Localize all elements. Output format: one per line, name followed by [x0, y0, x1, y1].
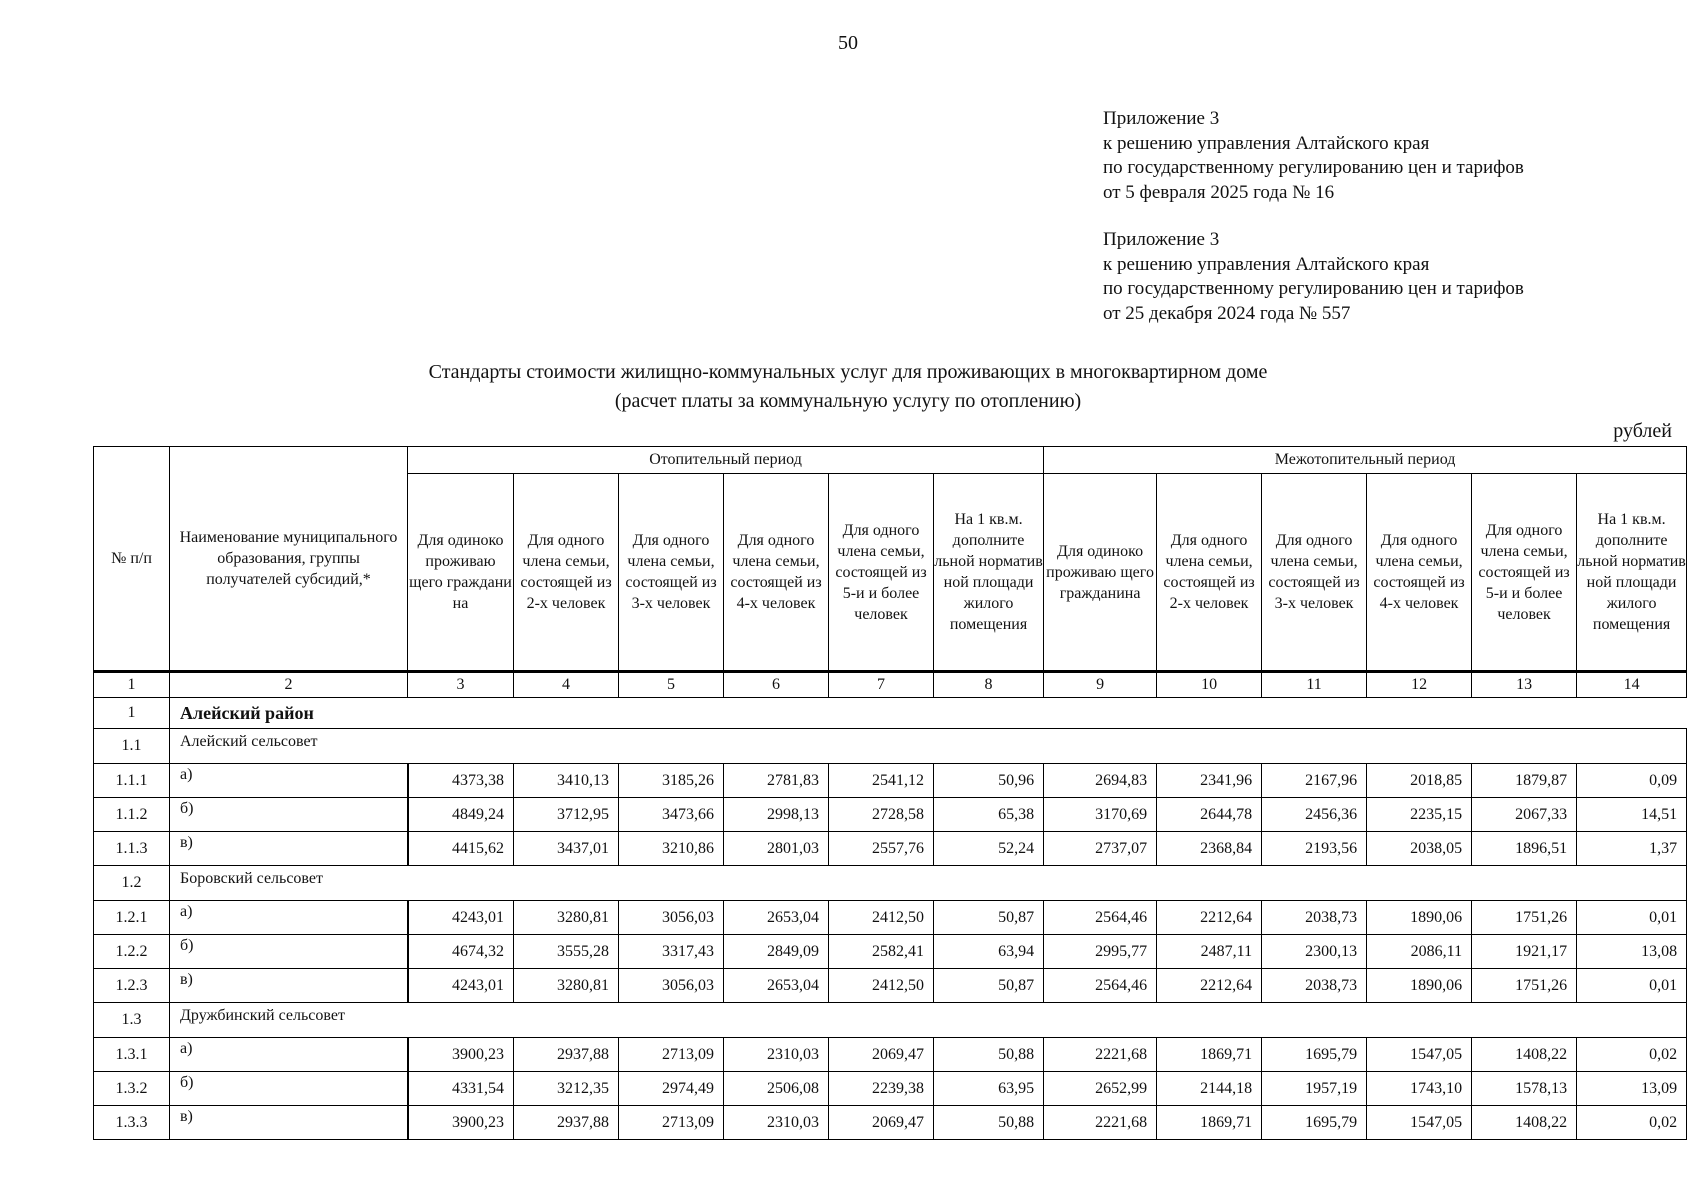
row-value: 1695,79 — [1262, 1106, 1367, 1140]
row-value: 2239,38 — [829, 1072, 934, 1106]
table-row — [94, 901, 1687, 935]
row-value: 1751,26 — [1472, 969, 1577, 1003]
appendix-line: Приложение 3 — [1103, 108, 1220, 129]
row-value: 2713,09 — [619, 1038, 724, 1072]
row-value: 2737,07 — [1044, 832, 1157, 866]
table-row — [94, 832, 1687, 866]
row-value: 50,87 — [934, 901, 1044, 935]
row-value: 3280,81 — [514, 901, 619, 935]
row-value: 3056,03 — [619, 901, 724, 935]
row-value: 1,37 — [1577, 832, 1687, 866]
row-value: 1751,26 — [1472, 901, 1577, 935]
row-num: 1.1.1 — [94, 764, 170, 798]
row-value: 4674,32 — [408, 935, 514, 969]
settlement-num: 1.1 — [94, 729, 170, 764]
header-non-heating-col: Для одиноко проживаю щего гражданина — [1044, 474, 1157, 672]
title-line-2: (расчет платы за коммунальную услугу по отоплению) — [614, 390, 1082, 412]
row-value: 2937,88 — [514, 1106, 619, 1140]
column-number: 9 — [1044, 672, 1157, 698]
header-heating-col: Для одиноко проживаю щего граждани на — [408, 474, 514, 672]
row-value: 2644,78 — [1157, 798, 1262, 832]
row-value: 1890,06 — [1367, 969, 1472, 1003]
row-value: 3473,66 — [619, 798, 724, 832]
row-value: 3900,23 — [408, 1038, 514, 1072]
row-value: 2038,73 — [1262, 901, 1367, 935]
column-number: 10 — [1157, 672, 1262, 698]
row-value: 2086,11 — [1367, 935, 1472, 969]
row-group: б) — [170, 798, 408, 832]
row-value: 2221,68 — [1044, 1038, 1157, 1072]
appendix-previous — [1103, 228, 1524, 326]
row-value: 2193,56 — [1262, 832, 1367, 866]
row-group: б) — [170, 935, 408, 969]
header-heating-col: На 1 кв.м. дополните льной норматив ной площади жилого помещения — [934, 474, 1044, 672]
row-value: 2937,88 — [514, 1038, 619, 1072]
row-value: 1743,10 — [1367, 1072, 1472, 1106]
column-number-row — [94, 672, 1687, 698]
column-number: 8 — [934, 672, 1044, 698]
column-number: 7 — [829, 672, 934, 698]
appendix-line: к решению управления Алтайского края — [1103, 132, 1430, 154]
row-num: 1.2.3 — [94, 969, 170, 1003]
row-value: 2781,83 — [724, 764, 829, 798]
row-value: 2221,68 — [1044, 1106, 1157, 1140]
row-value: 2653,04 — [724, 969, 829, 1003]
row-value: 2038,73 — [1262, 969, 1367, 1003]
row-value: 2995,77 — [1044, 935, 1157, 969]
row-value: 1921,17 — [1472, 935, 1577, 969]
row-value: 2487,11 — [1157, 935, 1262, 969]
header-non-heating-period: Межотопительный период — [1044, 447, 1687, 474]
header-heating-col: Для одного члена семьи, состоящей из 2-х человек — [514, 474, 619, 672]
row-value: 2067,33 — [1472, 798, 1577, 832]
row-value: 2069,47 — [829, 1106, 934, 1140]
settlement-num: 1.3 — [94, 1003, 170, 1038]
row-value: 1879,87 — [1472, 764, 1577, 798]
row-value: 1578,13 — [1472, 1072, 1577, 1106]
row-value: 4373,38 — [408, 764, 514, 798]
row-value: 63,95 — [934, 1072, 1044, 1106]
row-value: 52,24 — [934, 832, 1044, 866]
title-line-1: Стандарты стоимости жилищно-коммунальных услуг для проживающих в многоквартирном доме — [428, 361, 1268, 383]
row-num: 1.3.2 — [94, 1072, 170, 1106]
settlement-row — [94, 729, 1687, 764]
row-num: 1.3.1 — [94, 1038, 170, 1072]
row-value: 1547,05 — [1367, 1038, 1472, 1072]
row-value: 4243,01 — [408, 969, 514, 1003]
row-value: 3056,03 — [619, 969, 724, 1003]
row-value: 3437,01 — [514, 832, 619, 866]
row-value: 50,88 — [934, 1038, 1044, 1072]
row-num: 1.2.1 — [94, 901, 170, 935]
row-value: 2998,13 — [724, 798, 829, 832]
row-value: 3712,95 — [514, 798, 619, 832]
row-value: 2506,08 — [724, 1072, 829, 1106]
row-value: 3212,35 — [514, 1072, 619, 1106]
column-number: 4 — [514, 672, 619, 698]
header-heating-col: Для одного члена семьи, состоящей из 3-х человек — [619, 474, 724, 672]
row-value: 2310,03 — [724, 1106, 829, 1140]
row-value: 2212,64 — [1157, 901, 1262, 935]
row-value: 2652,99 — [1044, 1072, 1157, 1106]
appendix-line: от 25 декабря 2024 года № 557 — [1103, 302, 1351, 324]
row-num: 1.1.3 — [94, 832, 170, 866]
row-value: 2801,03 — [724, 832, 829, 866]
settlement-num: 1.2 — [94, 866, 170, 901]
region-row — [94, 698, 1687, 729]
page-number: 50 — [838, 32, 858, 54]
settlement-row — [94, 866, 1687, 901]
row-value: 13,09 — [1577, 1072, 1687, 1106]
tariff-table — [93, 446, 1687, 1140]
row-value: 50,87 — [934, 969, 1044, 1003]
row-value: 3555,28 — [514, 935, 619, 969]
row-value: 2144,18 — [1157, 1072, 1262, 1106]
table-row — [94, 935, 1687, 969]
row-value: 0,02 — [1577, 1106, 1687, 1140]
column-number: 14 — [1577, 672, 1687, 698]
row-value: 2582,41 — [829, 935, 934, 969]
table-row — [94, 969, 1687, 1003]
row-value: 2456,36 — [1262, 798, 1367, 832]
settlement-row — [94, 1003, 1687, 1038]
row-num: 1.1.2 — [94, 798, 170, 832]
row-value: 0,02 — [1577, 1038, 1687, 1072]
row-value: 4331,54 — [408, 1072, 514, 1106]
row-num: 1.3.3 — [94, 1106, 170, 1140]
column-number: 1 — [94, 672, 170, 698]
row-value: 2728,58 — [829, 798, 934, 832]
row-value: 0,01 — [1577, 969, 1687, 1003]
column-number: 5 — [619, 672, 724, 698]
row-value: 4415,62 — [408, 832, 514, 866]
table-row — [94, 764, 1687, 798]
row-value: 13,08 — [1577, 935, 1687, 969]
settlement-name: Боровский сельсовет — [170, 866, 1687, 901]
header-non-heating-col: Для одного члена семьи, состоящей из 4-х человек — [1367, 474, 1472, 672]
row-value: 2974,49 — [619, 1072, 724, 1106]
row-value: 3185,26 — [619, 764, 724, 798]
table-row — [94, 1072, 1687, 1106]
row-value: 2653,04 — [724, 901, 829, 935]
header-heating-col: Для одного члена семьи, состоящей из 4-х человек — [724, 474, 829, 672]
row-value: 1890,06 — [1367, 901, 1472, 935]
row-value: 65,38 — [934, 798, 1044, 832]
header-name: Наименование муниципального образования, группы получателей субсидий,* — [170, 447, 408, 672]
appendix-line: по государственному регулированию цен и тарифов — [1103, 278, 1524, 299]
row-value: 2849,09 — [724, 935, 829, 969]
row-value: 0,09 — [1577, 764, 1687, 798]
region-name: Алейский район — [170, 698, 1687, 729]
row-value: 4243,01 — [408, 901, 514, 935]
row-value: 2412,50 — [829, 901, 934, 935]
row-group: а) — [170, 901, 408, 935]
row-value: 1869,71 — [1157, 1106, 1262, 1140]
appendix-line: от 5 февраля 2025 года № 16 — [1103, 181, 1335, 203]
row-value: 1896,51 — [1472, 832, 1577, 866]
row-group: в) — [170, 1106, 408, 1140]
row-value: 2694,83 — [1044, 764, 1157, 798]
row-value: 3280,81 — [514, 969, 619, 1003]
row-value: 2564,46 — [1044, 901, 1157, 935]
header-heating-col: Для одного члена семьи, состоящей из 5-и и более человек — [829, 474, 934, 672]
units-label: рублей — [1613, 420, 1672, 442]
column-number: 11 — [1262, 672, 1367, 698]
row-value: 63,94 — [934, 935, 1044, 969]
table-row — [94, 1038, 1687, 1072]
row-value: 3317,43 — [619, 935, 724, 969]
header-non-heating-col: Для одного члена семьи, состоящей из 3-х человек — [1262, 474, 1367, 672]
row-value: 2713,09 — [619, 1106, 724, 1140]
header-non-heating-col: Для одного члена семьи, состоящей из 2-х человек — [1157, 474, 1262, 672]
header-non-heating-col: Для одного члена семьи, состоящей из 5-и и более человек — [1472, 474, 1577, 672]
row-value: 2541,12 — [829, 764, 934, 798]
row-value: 2212,64 — [1157, 969, 1262, 1003]
row-value: 1408,22 — [1472, 1038, 1577, 1072]
row-value: 50,96 — [934, 764, 1044, 798]
table-row — [94, 798, 1687, 832]
header-num: № п/п — [94, 447, 170, 672]
row-value: 2167,96 — [1262, 764, 1367, 798]
row-value: 1957,19 — [1262, 1072, 1367, 1106]
row-group: а) — [170, 1038, 408, 1072]
row-value: 50,88 — [934, 1106, 1044, 1140]
column-number: 13 — [1472, 672, 1577, 698]
row-value: 2368,84 — [1157, 832, 1262, 866]
row-value: 2235,15 — [1367, 798, 1472, 832]
row-value: 3900,23 — [408, 1106, 514, 1140]
row-value: 3170,69 — [1044, 798, 1157, 832]
row-value: 2310,03 — [724, 1038, 829, 1072]
document-title — [0, 358, 1696, 416]
row-value: 2038,05 — [1367, 832, 1472, 866]
appendix-current — [1103, 107, 1524, 205]
row-num: 1.2.2 — [94, 935, 170, 969]
row-value: 2018,85 — [1367, 764, 1472, 798]
row-group: в) — [170, 969, 408, 1003]
row-value: 2412,50 — [829, 969, 934, 1003]
row-value: 1869,71 — [1157, 1038, 1262, 1072]
region-num: 1 — [94, 698, 170, 729]
row-value: 2341,96 — [1157, 764, 1262, 798]
row-value: 0,01 — [1577, 901, 1687, 935]
row-value: 2564,46 — [1044, 969, 1157, 1003]
column-number: 6 — [724, 672, 829, 698]
appendix-line: к решению управления Алтайского края — [1103, 253, 1430, 275]
row-value: 4849,24 — [408, 798, 514, 832]
header-heating-period: Отопительный период — [408, 447, 1044, 474]
table-row — [94, 1106, 1687, 1140]
row-value: 3410,13 — [514, 764, 619, 798]
row-value: 2557,76 — [829, 832, 934, 866]
row-value: 1695,79 — [1262, 1038, 1367, 1072]
settlement-name: Алейский сельсовет — [170, 729, 1687, 764]
row-value: 14,51 — [1577, 798, 1687, 832]
row-value: 1408,22 — [1472, 1106, 1577, 1140]
settlement-name: Дружбинский сельсовет — [170, 1003, 1687, 1038]
row-value: 2300,13 — [1262, 935, 1367, 969]
row-value: 3210,86 — [619, 832, 724, 866]
column-number: 2 — [170, 672, 408, 698]
row-group: в) — [170, 832, 408, 866]
row-group: а) — [170, 764, 408, 798]
appendix-line: по государственному регулированию цен и тарифов — [1103, 157, 1524, 178]
row-group: б) — [170, 1072, 408, 1106]
row-value: 1547,05 — [1367, 1106, 1472, 1140]
header-non-heating-col: На 1 кв.м. дополните льной норматив ной площади жилого помещения — [1577, 474, 1687, 672]
appendix-line: Приложение 3 — [1103, 229, 1220, 250]
column-number: 3 — [408, 672, 514, 698]
row-value: 2069,47 — [829, 1038, 934, 1072]
column-number: 12 — [1367, 672, 1472, 698]
